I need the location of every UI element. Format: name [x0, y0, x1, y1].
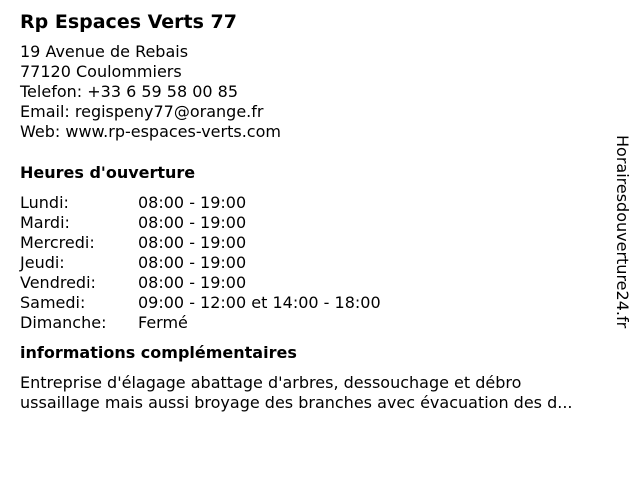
website-line[interactable]: Web: www.rp-espaces-verts.com: [20, 122, 281, 141]
hours-day: Mardi:: [20, 213, 70, 232]
hours-row-samedi: [20, 293, 616, 313]
hours-time: 08:00 - 19:00: [138, 193, 247, 212]
hours-day: Samedi:: [20, 293, 86, 312]
business-card: [20, 10, 616, 413]
additional-info-heading: informations complémentaires: [20, 343, 297, 362]
hours-time: 08:00 - 19:00: [138, 273, 247, 292]
opening-hours-heading: Heures d'ouverture: [20, 163, 196, 182]
hours-row-mercredi: [20, 233, 616, 253]
hours-row-lundi: [20, 193, 616, 213]
email-line[interactable]: Email: regispeny77@orange.fr: [20, 102, 264, 121]
hours-time: 08:00 - 19:00: [138, 233, 247, 252]
hours-row-mardi: [20, 213, 616, 233]
hours-row-vendredi: [20, 273, 616, 293]
opening-hours-table: [20, 193, 616, 333]
hours-row-jeudi: [20, 253, 616, 273]
hours-day: Vendredi:: [20, 273, 96, 292]
hours-day: Mercredi:: [20, 233, 95, 252]
description-line: ussaillage mais aussi broyage des branches avec évacuation des d...: [20, 393, 573, 412]
address-street: 19 Avenue de Rebais: [20, 42, 189, 61]
hours-day: Lundi:: [20, 193, 69, 212]
business-name: Rp Espaces Verts 77: [20, 11, 237, 33]
additional-info-text: [20, 373, 620, 413]
phone-line[interactable]: Telefon: +33 6 59 58 00 85: [20, 82, 239, 101]
site-watermark-text: Horairesdouverture24.fr: [613, 135, 632, 329]
hours-time: 08:00 - 19:00: [138, 253, 247, 272]
hours-time: 08:00 - 19:00: [138, 213, 247, 232]
hours-day: Jeudi:: [20, 253, 65, 272]
hours-day: Dimanche:: [20, 313, 107, 332]
hours-row-dimanche: [20, 313, 616, 333]
description-line: Entreprise d'élagage abattage d'arbres, dessouchage et débro: [20, 373, 522, 392]
hours-time: Fermé: [138, 313, 188, 332]
address-city: 77120 Coulommiers: [20, 62, 182, 81]
hours-time: 09:00 - 12:00 et 14:00 - 18:00: [138, 293, 381, 312]
